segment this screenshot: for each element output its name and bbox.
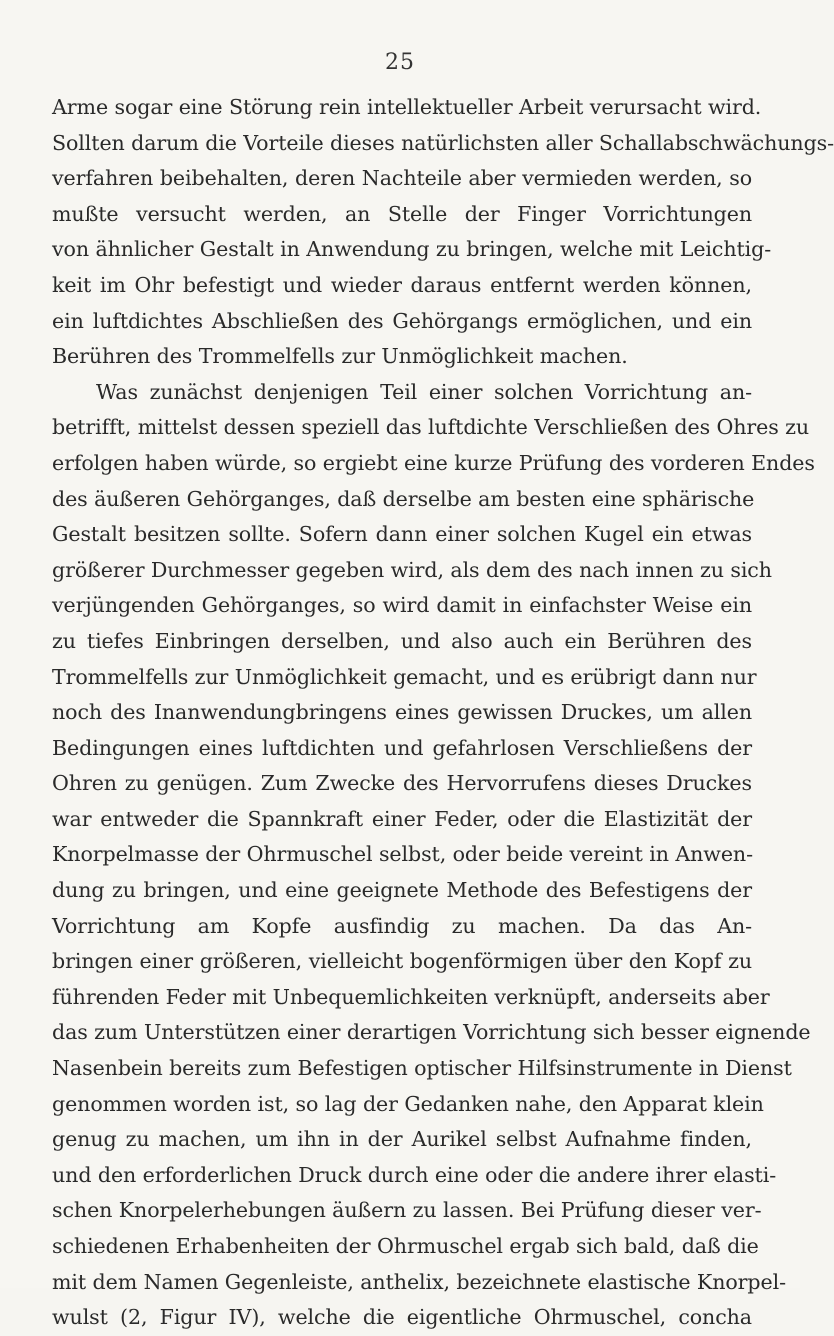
text-line: schen Knorpelerhebungen äußern zu lassen. Bei Prüfung dieser ver- bbox=[52, 1198, 762, 1223]
page-number: 25 bbox=[385, 50, 415, 75]
text-line: erfolgen haben würde, so ergiebt eine kurze Prüfung des vorderen Endes bbox=[52, 450, 815, 475]
text-line: von ähnlicher Gestalt in Anwendung zu bringen, welche mit Leichtig- bbox=[52, 237, 772, 262]
text-line: das zum Unterstützen einer derartigen Vorrichtung sich besser eignende bbox=[52, 1020, 811, 1045]
body-text bbox=[52, 90, 834, 1336]
paragraph-2 bbox=[52, 375, 815, 1336]
text-line: mußte versucht werden, an Stelle der Finger Vorrichtungen bbox=[52, 201, 752, 226]
text-line: schiedenen Erhabenheiten der Ohrmuschel ergab sich bald, daß die bbox=[52, 1234, 759, 1258]
paragraph-1 bbox=[52, 90, 834, 375]
text-line: genug zu machen, um ihn in der Aurikel selbst Aufnahme finden, bbox=[52, 1127, 752, 1152]
text-line: Ohren zu genügen. Zum Zwecke des Hervorrufens dieses Druckes bbox=[52, 771, 752, 796]
text-line: und den erforderlichen Druck durch eine oder die andere ihrer elasti- bbox=[52, 1162, 777, 1187]
text-line: des äußeren Gehörganges, daß derselbe am besten eine sphärische bbox=[52, 486, 755, 511]
text-line: Gestalt besitzen sollte. Sofern dann einer solchen Kugel ein etwas bbox=[52, 522, 752, 547]
text-line: bringen einer größeren, vielleicht bogenförmigen über den Kopf zu bbox=[52, 949, 752, 974]
text-line: wulst (2, Figur IV), welche die eigentliche Ohrmuschel, concha bbox=[52, 1305, 752, 1330]
text-line: war entweder die Spannkraft einer Feder, oder die Elastizität der bbox=[52, 806, 752, 831]
text-line: genommen worden ist, so lag der Gedanken nahe, den Apparat klein bbox=[52, 1091, 764, 1116]
text-line: mit dem Namen Gegenleiste, anthelix, bezeichnete elastische Knorpel- bbox=[52, 1269, 786, 1294]
text-line: dung zu bringen, und eine geeignete Methode des Befestigens der bbox=[52, 878, 752, 903]
text-line: Was zunächst denjenigen Teil einer solchen Vorrichtung an- bbox=[96, 379, 752, 404]
text-line: Arme sogar eine Störung rein intellektueller Arbeit verursacht wird. bbox=[52, 95, 762, 119]
text-line: verfahren beibehalten, deren Nachteile aber vermieden werden, so bbox=[52, 166, 752, 191]
text-line: keit im Ohr befestigt und wieder daraus entfernt werden können, bbox=[52, 272, 752, 297]
text-line: verjüngenden Gehörganges, so wird damit in einfachster Weise ein bbox=[52, 593, 752, 618]
text-line: zu tiefes Einbringen derselben, und also auch ein Berühren des bbox=[52, 628, 752, 653]
text-line: Sollten darum die Vorteile dieses natürlichsten aller Schallabschwächungs- bbox=[52, 130, 834, 155]
text-line: Vorrichtung am Kopfe ausfindig zu machen. Da das An- bbox=[52, 913, 752, 938]
text-line: Trommelfells zur Unmöglichkeit gemacht, und es erübrigt dann nur bbox=[52, 664, 757, 689]
text-line: noch des Inanwendungbringens eines gewissen Druckes, um allen bbox=[52, 700, 752, 725]
text-line: führenden Feder mit Unbequemlichkeiten verknüpft, anderseits aber bbox=[52, 984, 770, 1009]
text-line: Berühren des Trommelfells zur Unmöglichkeit machen. bbox=[52, 344, 628, 369]
text-line: ein luftdichtes Abschließen des Gehörgangs ermöglichen, und ein bbox=[52, 308, 752, 333]
text-line: Nasenbein bereits zum Befestigen optischer Hilfsinstrumente in Dienst bbox=[52, 1056, 792, 1081]
text-line: betrifft, mittelst dessen speziell das luftdichte Verschließen des Ohres zu bbox=[52, 415, 810, 440]
text-line: Knorpelmasse der Ohrmuschel selbst, oder beide vereint in Anwen- bbox=[52, 842, 753, 867]
text-line: größerer Durchmesser gegeben wird, als dem des nach innen zu sich bbox=[52, 557, 772, 582]
text-line: Bedingungen eines luftdichten und gefahrlosen Verschließens der bbox=[52, 735, 752, 760]
